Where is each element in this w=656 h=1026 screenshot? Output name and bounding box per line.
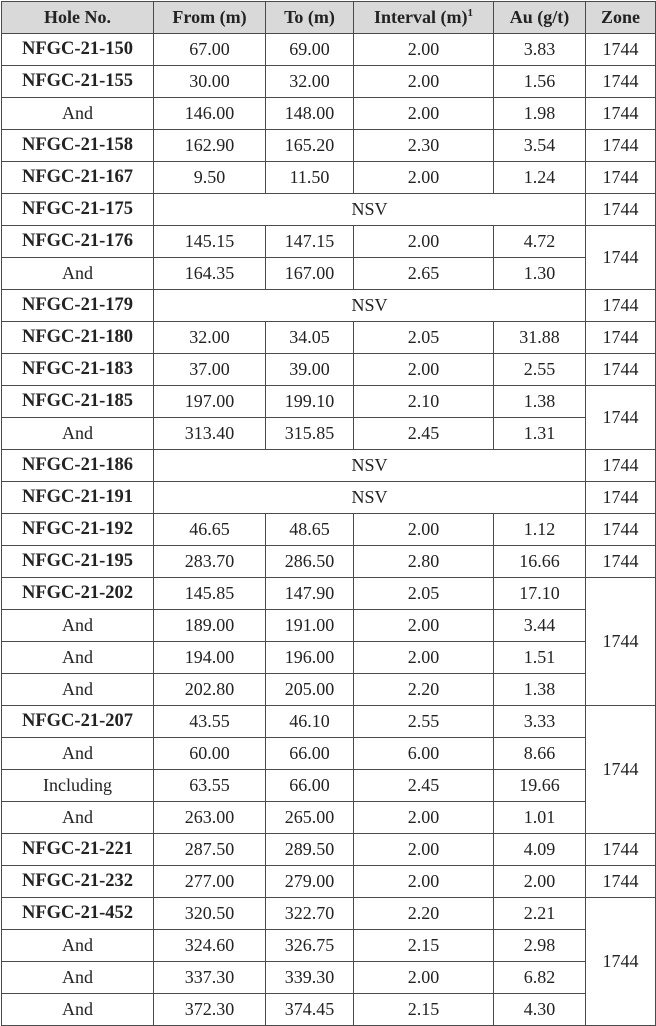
au-cell: 4.09 bbox=[494, 834, 586, 866]
header-hole-no: Hole No. bbox=[2, 2, 154, 34]
table-row bbox=[2, 226, 656, 258]
table-row bbox=[2, 610, 656, 642]
to-cell: 69.00 bbox=[266, 34, 354, 66]
table-row bbox=[2, 866, 656, 898]
table-row bbox=[2, 258, 656, 290]
hole-no-cell: And bbox=[2, 930, 154, 962]
to-cell: 167.00 bbox=[266, 258, 354, 290]
au-cell: 1.51 bbox=[494, 642, 586, 674]
from-cell: 146.00 bbox=[154, 98, 266, 130]
au-cell: 17.10 bbox=[494, 578, 586, 610]
hole-no-cell: NFGC-21-167 bbox=[2, 162, 154, 194]
drill-results-table bbox=[1, 1, 656, 1026]
from-cell: 277.00 bbox=[154, 866, 266, 898]
zone-cell: 1744 bbox=[586, 834, 656, 866]
from-cell: 189.00 bbox=[154, 610, 266, 642]
to-cell: 147.90 bbox=[266, 578, 354, 610]
zone-cell: 1744 bbox=[586, 194, 656, 226]
to-cell: 289.50 bbox=[266, 834, 354, 866]
from-cell: 313.40 bbox=[154, 418, 266, 450]
from-cell: 145.15 bbox=[154, 226, 266, 258]
from-cell: 337.30 bbox=[154, 962, 266, 994]
table-row bbox=[2, 674, 656, 706]
table-row bbox=[2, 962, 656, 994]
from-cell: 63.55 bbox=[154, 770, 266, 802]
au-cell: 8.66 bbox=[494, 738, 586, 770]
hole-no-cell: NFGC-21-179 bbox=[2, 290, 154, 322]
table-row bbox=[2, 706, 656, 738]
interval-cell: 2.65 bbox=[354, 258, 494, 290]
au-cell: 3.33 bbox=[494, 706, 586, 738]
interval-cell: 2.45 bbox=[354, 770, 494, 802]
interval-cell: 2.05 bbox=[354, 578, 494, 610]
hole-no-cell: And bbox=[2, 802, 154, 834]
interval-cell: 2.00 bbox=[354, 162, 494, 194]
table-header bbox=[2, 2, 656, 34]
hole-no-cell: NFGC-21-221 bbox=[2, 834, 154, 866]
table-row bbox=[2, 162, 656, 194]
zone-cell: 1744 bbox=[586, 226, 656, 290]
to-cell: 315.85 bbox=[266, 418, 354, 450]
zone-cell: 1744 bbox=[586, 130, 656, 162]
zone-cell: 1744 bbox=[586, 386, 656, 450]
to-cell: 11.50 bbox=[266, 162, 354, 194]
to-cell: 148.00 bbox=[266, 98, 354, 130]
zone-cell: 1744 bbox=[586, 578, 656, 706]
interval-cell: 2.00 bbox=[354, 866, 494, 898]
from-cell: 164.35 bbox=[154, 258, 266, 290]
zone-cell: 1744 bbox=[586, 162, 656, 194]
table-row bbox=[2, 482, 656, 514]
table-row bbox=[2, 34, 656, 66]
table-row bbox=[2, 834, 656, 866]
to-cell: 66.00 bbox=[266, 738, 354, 770]
interval-cell: 2.15 bbox=[354, 994, 494, 1026]
to-cell: 279.00 bbox=[266, 866, 354, 898]
zone-cell: 1744 bbox=[586, 514, 656, 546]
zone-cell: 1744 bbox=[586, 354, 656, 386]
interval-cell: 2.00 bbox=[354, 98, 494, 130]
interval-cell: 2.05 bbox=[354, 322, 494, 354]
interval-cell: 2.55 bbox=[354, 706, 494, 738]
from-cell: 145.85 bbox=[154, 578, 266, 610]
to-cell: 286.50 bbox=[266, 546, 354, 578]
au-cell: 1.24 bbox=[494, 162, 586, 194]
hole-no-cell: NFGC-21-191 bbox=[2, 482, 154, 514]
interval-cell: 2.00 bbox=[354, 66, 494, 98]
from-cell: 162.90 bbox=[154, 130, 266, 162]
hole-no-cell: And bbox=[2, 994, 154, 1026]
to-cell: 265.00 bbox=[266, 802, 354, 834]
table-row bbox=[2, 578, 656, 610]
hole-no-cell: Including bbox=[2, 770, 154, 802]
interval-cell: 2.00 bbox=[354, 642, 494, 674]
interval-cell: 2.45 bbox=[354, 418, 494, 450]
hole-no-cell: NFGC-21-185 bbox=[2, 386, 154, 418]
au-cell: 3.83 bbox=[494, 34, 586, 66]
table-row bbox=[2, 66, 656, 98]
from-cell: 60.00 bbox=[154, 738, 266, 770]
au-cell: 31.88 bbox=[494, 322, 586, 354]
hole-no-cell: NFGC-21-195 bbox=[2, 546, 154, 578]
table-body bbox=[2, 34, 656, 1026]
au-cell: 3.44 bbox=[494, 610, 586, 642]
to-cell: 39.00 bbox=[266, 354, 354, 386]
interval-cell: 6.00 bbox=[354, 738, 494, 770]
au-cell: 2.98 bbox=[494, 930, 586, 962]
zone-cell: 1744 bbox=[586, 482, 656, 514]
from-cell: 67.00 bbox=[154, 34, 266, 66]
au-cell: 6.82 bbox=[494, 962, 586, 994]
zone-cell: 1744 bbox=[586, 290, 656, 322]
hole-no-cell: NFGC-21-176 bbox=[2, 226, 154, 258]
table-row bbox=[2, 194, 656, 226]
table-row bbox=[2, 546, 656, 578]
to-cell: 205.00 bbox=[266, 674, 354, 706]
header-interval-footnote: 1 bbox=[467, 7, 473, 19]
to-cell: 374.45 bbox=[266, 994, 354, 1026]
to-cell: 32.00 bbox=[266, 66, 354, 98]
hole-no-cell: NFGC-21-155 bbox=[2, 66, 154, 98]
interval-cell: 2.00 bbox=[354, 610, 494, 642]
zone-cell: 1744 bbox=[586, 66, 656, 98]
zone-cell: 1744 bbox=[586, 450, 656, 482]
nsv-cell: NSV bbox=[154, 482, 586, 514]
au-cell: 1.30 bbox=[494, 258, 586, 290]
hole-no-cell: And bbox=[2, 962, 154, 994]
au-cell: 16.66 bbox=[494, 546, 586, 578]
to-cell: 322.70 bbox=[266, 898, 354, 930]
au-cell: 2.55 bbox=[494, 354, 586, 386]
from-cell: 372.30 bbox=[154, 994, 266, 1026]
zone-cell: 1744 bbox=[586, 898, 656, 1026]
from-cell: 320.50 bbox=[154, 898, 266, 930]
hole-no-cell: And bbox=[2, 98, 154, 130]
header-interval bbox=[354, 2, 494, 34]
to-cell: 339.30 bbox=[266, 962, 354, 994]
interval-cell: 2.00 bbox=[354, 962, 494, 994]
from-cell: 324.60 bbox=[154, 930, 266, 962]
hole-no-cell: NFGC-21-158 bbox=[2, 130, 154, 162]
header-zone: Zone bbox=[586, 2, 656, 34]
zone-cell: 1744 bbox=[586, 34, 656, 66]
nsv-cell: NSV bbox=[154, 290, 586, 322]
interval-cell: 2.00 bbox=[354, 34, 494, 66]
hole-no-cell: And bbox=[2, 642, 154, 674]
au-cell: 1.38 bbox=[494, 386, 586, 418]
hole-no-cell: NFGC-21-202 bbox=[2, 578, 154, 610]
header-interval-label: Interval (m) bbox=[374, 7, 468, 27]
from-cell: 197.00 bbox=[154, 386, 266, 418]
interval-cell: 2.15 bbox=[354, 930, 494, 962]
au-cell: 2.00 bbox=[494, 866, 586, 898]
hole-no-cell: NFGC-21-150 bbox=[2, 34, 154, 66]
header-au: Au (g/t) bbox=[494, 2, 586, 34]
zone-cell: 1744 bbox=[586, 546, 656, 578]
interval-cell: 2.00 bbox=[354, 354, 494, 386]
header-to: To (m) bbox=[266, 2, 354, 34]
hole-no-cell: And bbox=[2, 738, 154, 770]
from-cell: 32.00 bbox=[154, 322, 266, 354]
from-cell: 43.55 bbox=[154, 706, 266, 738]
interval-cell: 2.00 bbox=[354, 226, 494, 258]
table-row bbox=[2, 130, 656, 162]
table-row bbox=[2, 930, 656, 962]
au-cell: 4.72 bbox=[494, 226, 586, 258]
hole-no-cell: NFGC-21-207 bbox=[2, 706, 154, 738]
interval-cell: 2.00 bbox=[354, 802, 494, 834]
table-row bbox=[2, 322, 656, 354]
table-row bbox=[2, 450, 656, 482]
to-cell: 66.00 bbox=[266, 770, 354, 802]
hole-no-cell: And bbox=[2, 258, 154, 290]
au-cell: 2.21 bbox=[494, 898, 586, 930]
from-cell: 9.50 bbox=[154, 162, 266, 194]
table-row bbox=[2, 642, 656, 674]
au-cell: 1.56 bbox=[494, 66, 586, 98]
au-cell: 4.30 bbox=[494, 994, 586, 1026]
to-cell: 34.05 bbox=[266, 322, 354, 354]
header-row bbox=[2, 2, 656, 34]
nsv-cell: NSV bbox=[154, 194, 586, 226]
to-cell: 48.65 bbox=[266, 514, 354, 546]
from-cell: 194.00 bbox=[154, 642, 266, 674]
hole-no-cell: And bbox=[2, 418, 154, 450]
hole-no-cell: NFGC-21-186 bbox=[2, 450, 154, 482]
interval-cell: 2.30 bbox=[354, 130, 494, 162]
from-cell: 287.50 bbox=[154, 834, 266, 866]
to-cell: 326.75 bbox=[266, 930, 354, 962]
nsv-cell: NSV bbox=[154, 450, 586, 482]
au-cell: 19.66 bbox=[494, 770, 586, 802]
au-cell: 1.38 bbox=[494, 674, 586, 706]
hole-no-cell: NFGC-21-183 bbox=[2, 354, 154, 386]
interval-cell: 2.80 bbox=[354, 546, 494, 578]
header-from: From (m) bbox=[154, 2, 266, 34]
hole-no-cell: NFGC-21-452 bbox=[2, 898, 154, 930]
interval-cell: 2.00 bbox=[354, 514, 494, 546]
au-cell: 1.12 bbox=[494, 514, 586, 546]
interval-cell: 2.20 bbox=[354, 674, 494, 706]
hole-no-cell: And bbox=[2, 610, 154, 642]
table-row bbox=[2, 354, 656, 386]
hole-no-cell: NFGC-21-175 bbox=[2, 194, 154, 226]
to-cell: 147.15 bbox=[266, 226, 354, 258]
table-row bbox=[2, 514, 656, 546]
table-row bbox=[2, 738, 656, 770]
from-cell: 263.00 bbox=[154, 802, 266, 834]
to-cell: 165.20 bbox=[266, 130, 354, 162]
table-row bbox=[2, 770, 656, 802]
zone-cell: 1744 bbox=[586, 706, 656, 834]
from-cell: 283.70 bbox=[154, 546, 266, 578]
table-row bbox=[2, 290, 656, 322]
zone-cell: 1744 bbox=[586, 322, 656, 354]
to-cell: 199.10 bbox=[266, 386, 354, 418]
interval-cell: 2.20 bbox=[354, 898, 494, 930]
to-cell: 46.10 bbox=[266, 706, 354, 738]
zone-cell: 1744 bbox=[586, 866, 656, 898]
au-cell: 1.98 bbox=[494, 98, 586, 130]
interval-cell: 2.10 bbox=[354, 386, 494, 418]
to-cell: 191.00 bbox=[266, 610, 354, 642]
hole-no-cell: NFGC-21-232 bbox=[2, 866, 154, 898]
to-cell: 196.00 bbox=[266, 642, 354, 674]
table-row bbox=[2, 802, 656, 834]
table-row bbox=[2, 898, 656, 930]
table-row bbox=[2, 98, 656, 130]
au-cell: 1.01 bbox=[494, 802, 586, 834]
from-cell: 37.00 bbox=[154, 354, 266, 386]
interval-cell: 2.00 bbox=[354, 834, 494, 866]
from-cell: 202.80 bbox=[154, 674, 266, 706]
from-cell: 46.65 bbox=[154, 514, 266, 546]
au-cell: 1.31 bbox=[494, 418, 586, 450]
hole-no-cell: And bbox=[2, 674, 154, 706]
from-cell: 30.00 bbox=[154, 66, 266, 98]
table-row bbox=[2, 994, 656, 1026]
hole-no-cell: NFGC-21-180 bbox=[2, 322, 154, 354]
table-row bbox=[2, 386, 656, 418]
au-cell: 3.54 bbox=[494, 130, 586, 162]
hole-no-cell: NFGC-21-192 bbox=[2, 514, 154, 546]
table-row bbox=[2, 418, 656, 450]
zone-cell: 1744 bbox=[586, 98, 656, 130]
